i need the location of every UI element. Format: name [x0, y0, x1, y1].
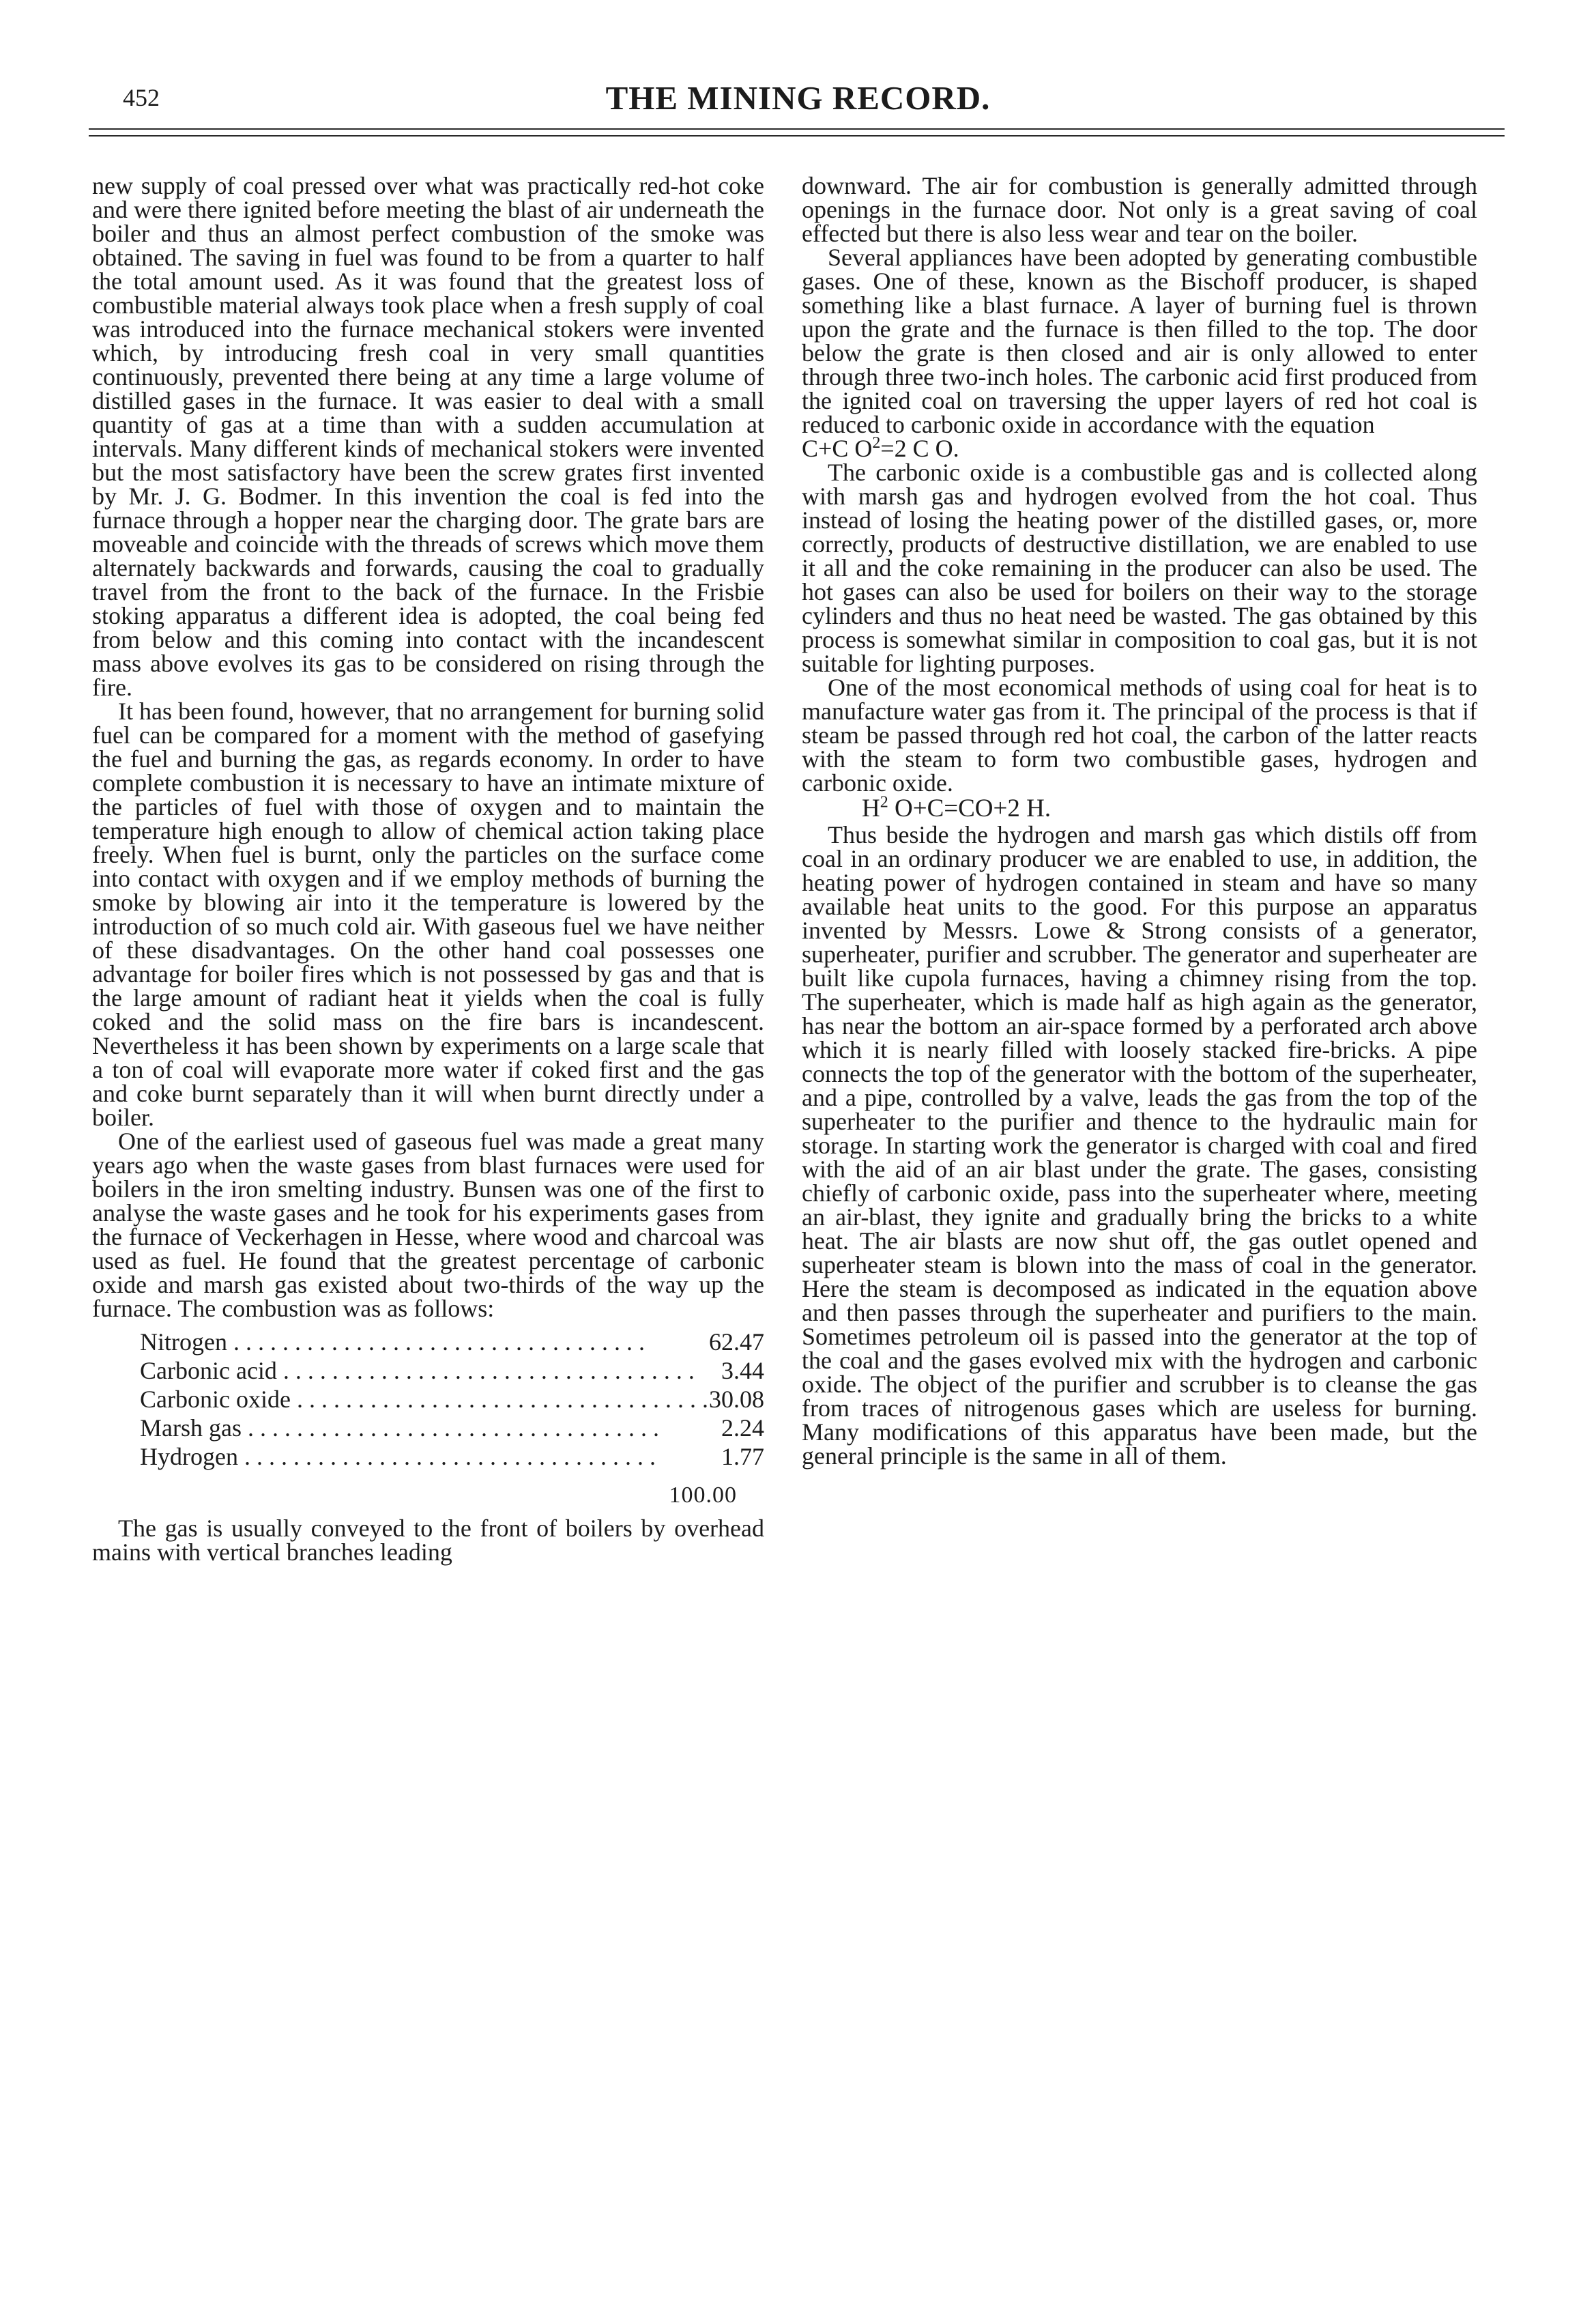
paragraph: The gas is usually conveyed to the front of boilers by overhead mains with vertical branches leading	[92, 1515, 764, 1566]
equation-part: =2 C O.	[880, 435, 959, 462]
equation-part: O+C=CO+2 H.	[888, 794, 1051, 822]
right-column	[802, 174, 1477, 1468]
gas-composition-table	[140, 1328, 764, 1471]
paragraph: downward. The air for combustion is generally admitted through openings in the furnace door. Not only is a great saving of coal effected but there is also less wear and tear on the boiler.	[802, 172, 1477, 247]
gas-value: 2.24	[721, 1414, 764, 1442]
equation-superscript: 2	[880, 793, 888, 812]
equation-part: C+C O	[802, 435, 873, 462]
gas-value: 3.44	[721, 1356, 764, 1384]
page-number: 452	[123, 84, 160, 111]
paragraph: Several appliances have been adopted by generating combustible gases. One of these, known as the Bischoff producer, is shaped something like a blast furnace. A layer of burning fuel is thrown upon the grate and the furnace is then filled to the top. The door below the grate is then closed and air is only allowed to enter through three two-inch holes. The carbonic acid first produced from the ignited coal on traversing the upper layers of red hot coal is reduced to carbonic oxide in accordance with the equation	[802, 244, 1477, 438]
gas-name: Carbonic acid . . .	[140, 1356, 708, 1385]
table-row	[140, 1328, 764, 1356]
table-row	[140, 1414, 764, 1442]
page-title: THE MINING RECORD.	[605, 79, 991, 117]
gas-name: Carbonic oxide . . .	[140, 1385, 708, 1414]
header-rule-top	[89, 128, 1505, 130]
header-rule-bottom	[89, 135, 1505, 137]
table-row	[140, 1356, 764, 1385]
left-column	[92, 174, 764, 1564]
gas-name: Nitrogen . . .	[140, 1328, 708, 1356]
equation-superscript: 2	[872, 434, 881, 452]
paragraph: It has been found, however, that no arrangement for burning solid fuel can be compared for a moment with the method of gasefying the fuel and burning the gas, as regards economy. In order to have complete combustion it is necessary to have an intimate mixture of the particles of fuel with those of oxygen and to maintain the temperature high enough to allow of chemical action taking place freely. When fuel is burnt, only the particles on the surface come into contact with oxygen and if we employ methods of burning the smoke by blowing air into it the temperature is lowered by the introduction of so much cold air. With gaseous fuel we have neither of these disadvantages. On the other hand coal possesses one advantage for boiler fires which is not possessed by gas and that is the large amount of radiant heat it yields when the coal is fully coked and the solid mass on the fire bars is incandescent. Nevertheless it has been shown by experiments on a large scale that a ton of coal will evaporate more water if coked first and the gas and coke burnt separately than it will when burnt directly under a boiler.	[92, 698, 764, 1131]
paragraph: One of the most economical methods of using coal for heat is to manufacture water gas from it. The principal of the process is that if steam be passed through red hot coal, the carbon of the latter reacts with the steam to form two combustible gases, hydrogen and carbonic oxide.	[802, 674, 1477, 797]
gas-value: 30.08	[709, 1385, 764, 1413]
table-row	[140, 1442, 764, 1471]
equation-water-gas	[802, 793, 1477, 822]
paragraph: Thus beside the hydrogen and marsh gas which distils off from coal in an ordinary producer we are enabled to use, in addition, the heating power of hydrogen contained in steam and have so many available heat units to the good. For this purpose an apparatus invented by Messrs. Lowe & Strong consists of a generator, superheater, purifier and scrubber. The generator and superheater are built like cupola furnaces, having a chimney rising from the top. The superheater, which is made half as high again as the generator, has near the bottom an air-space formed by a perforated arch above which it is nearly filled with loosely stacked fire-bricks. A pipe connects the top of the generator with the bottom of the superheater, and a pipe, controlled by a valve, leads the gas from the top of the superheater to the purifier and thence to the hydraulic main for storage. In starting work the generator is charged with coal and fired with the aid of an air blast under the grate. The gases, consisting chiefly of carbonic oxide, pass into the superheater where, meeting an air-blast, they ignite and gradually bring the bricks to a white heat. The air blasts are now shut off, the gas outlet opened and superheater steam is blown into the mass of coal in the generator. Here the steam is decomposed as indicated in the equation above and then passes through the superheater and purifiers to the main. Sometimes petroleum oil is passed into the generator at the top of the coal and the gases evolved mix with the hydrogen and carbonic oxide. The object of the purifier and scrubber is to cleanse the gas from traces of nitrogenous gases which are useless for burning. Many modifications of this apparatus have been made, but the general principle is the same in all of them.	[802, 821, 1477, 1470]
paragraph: One of the earliest used of gaseous fuel was made a great many years ago when the waste gases from blast furnaces were used for boilers in the iron smelting industry. Bunsen was one of the first to analyse the waste gases and he took for his experiments gases from the furnace of Veckerhagen in Hesse, where wood and charcoal was used as fuel. He found that the greatest percentage of carbonic oxide and marsh gas existed about two-thirds of the way up the furnace. The combustion was as follows:	[92, 1128, 764, 1322]
gas-value: 1.77	[721, 1442, 764, 1470]
paragraph: new supply of coal pressed over what was practically red-hot coke and were there ignited before meeting the blast of air underneath the boiler and thus an almost perfect combustion of the smoke was obtained. The saving in fuel was found to be from a quarter to half the total amount used. As it was found that the greatest loss of combustible material always took place when a fresh supply of coal was introduced into the furnace mechanical stokers were invented which, by introducing fresh coal in very small quantities continuously, prevented there being at any time a large volume of distilled gases in the furnace. It was easier to deal with a small quantity of gas at a time than with a sudden accumulation at intervals. Many different kinds of mechanical stokers were invented but the most satisfactory have been the screw grates first invented by Mr. J. G. Bodmer. In this invention the coal is fed into the furnace through a hopper near the charging door. The grate bars are moveable and coincide with the threads of screws which move them alternately backwards and forwards, causing the coal to gradually travel from the front to the back of the furnace. In the Frisbie stoking apparatus a different idea is adopted, the coal being fed from below and this coming into contact with the incandescent mass above evolves its gas to be considered on rising through the fire.	[92, 172, 764, 701]
gas-name: Hydrogen . . .	[140, 1442, 708, 1471]
gas-name: Marsh gas . . .	[140, 1414, 708, 1442]
paragraph: The carbonic oxide is a combustible gas and is collected along with marsh gas and hydrogen evolved from the hot coal. Thus instead of losing the heating power of the distilled gases, or, more correctly, products of destructive distillation, we are enabled to use it all and the coke remaining in the producer can also be used. The hot gases can also be used for boilers on their way to the storage cylinders and thus no heat need be wasted. The gas obtained by this process is somewhat similar in composition to coal gas, but it is not suitable for lighting purposes.	[802, 459, 1477, 677]
table-total: 100.00	[669, 1482, 737, 1508]
equation-carbonic-oxide	[802, 434, 1477, 462]
table-row	[140, 1385, 764, 1414]
gas-value: 62.47	[709, 1328, 764, 1356]
equation-part: H	[862, 794, 880, 822]
